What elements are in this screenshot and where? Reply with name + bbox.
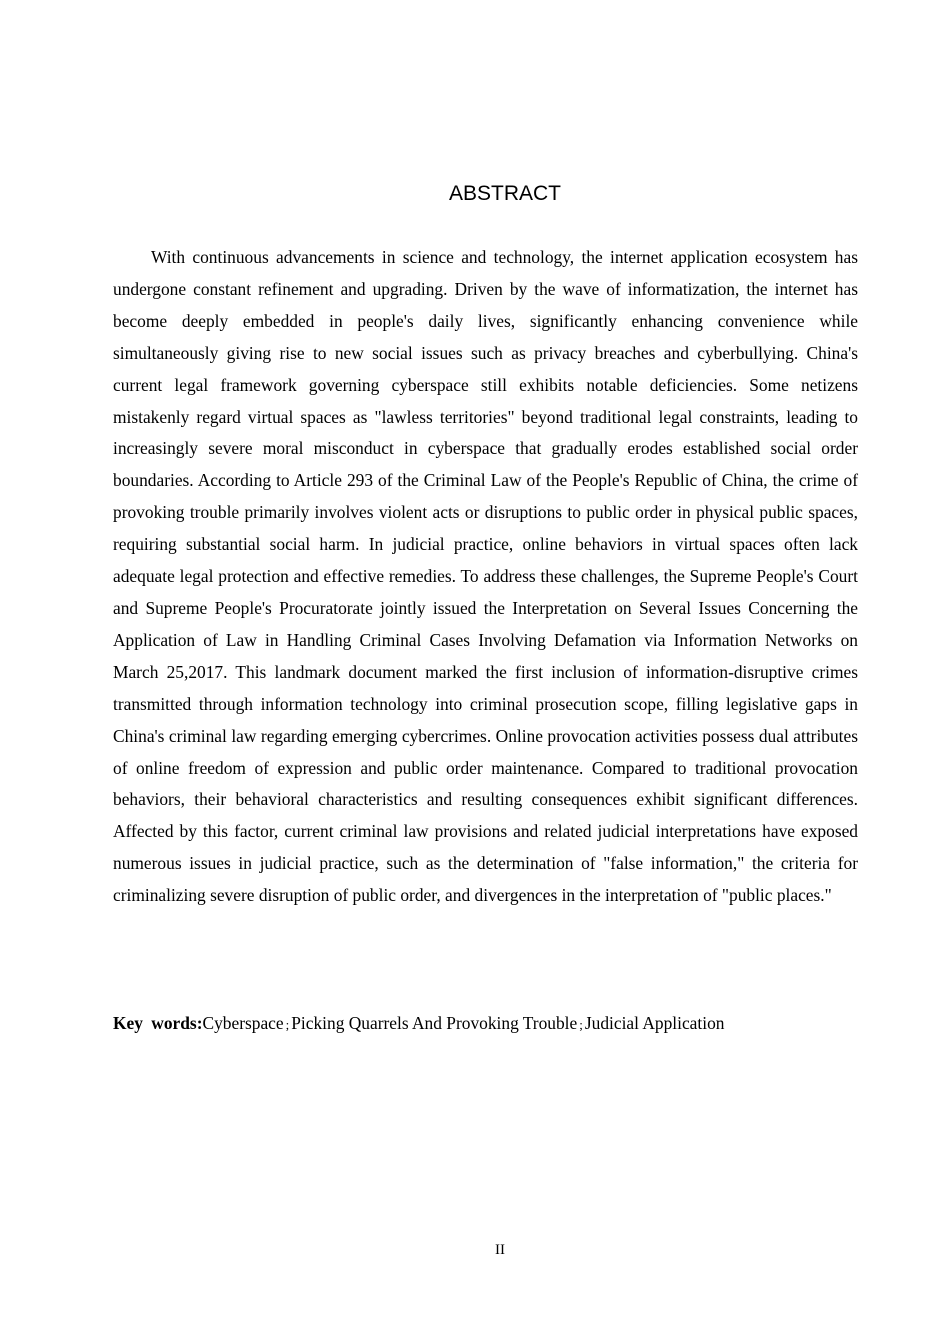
page-number: II: [495, 1242, 505, 1258]
keyword-item: Cyberspace: [202, 1013, 284, 1033]
abstract-title: ABSTRACT: [448, 182, 561, 205]
abstract-paragraph: With continuous advancements in science and technology, the internet application ecosystem has undergone constant refinement and upgrading. Driven by the wave of informatization, the internet has become deeply embedded in people's daily lives, significantly enhancing convenience while simultaneously giving rise to new social issues such as privacy breaches and cyberbullying. China's current legal framework governing cyberspace still exhibits notable deficiencies. Some netizens mistakenly regard virtual spaces as "lawless territories" beyond traditional legal constraints, leading to increasingly severe moral misconduct in cyberspace that gradually erodes established social order boundaries. According to Article 293 of the Criminal Law of the People's Republic of China, the crime of provoking trouble primarily involves violent acts or disruptions to public order in physical public spaces, requiring substantial social harm. In judicial practice, online behaviors in virtual spaces often lack adequate legal protection and effective remedies. To address these challenges, the Supreme People's Court and Supreme People's Procuratorate jointly issued the Interpretation on Several Issues Concerning the Application of Law in Handling Criminal Cases Involving Defamation via Information Networks on March 25,2017. This landmark document marked the first inclusion of information-disruptive crimes transmitted through information technology into criminal prosecution scope, filling legislative gaps in China's criminal law regarding emerging cybercrimes. Online provocation activities possess dual attributes of online freedom of expression and public order maintenance. Compared to traditional provocation behaviors, their behavioral characteristics and resulting consequences exhibit significant differences. Affected by this factor, current criminal law provisions and related judicial interpretations have exposed numerous issues in judicial practice, such as the determination of "false information," the criteria for criminalizing severe disruption of public order, and divergences in the interpretation of "public places.": [113, 247, 858, 906]
keyword-separator: ;: [285, 1017, 290, 1032]
keywords-label: Key words:: [113, 1013, 203, 1033]
keyword-item: Judicial Application: [584, 1013, 725, 1033]
keyword-separator: ;: [579, 1017, 583, 1032]
keywords-line: [113, 1008, 873, 1041]
keyword-item: Picking Quarrels And Provoking Trouble: [291, 1013, 578, 1033]
